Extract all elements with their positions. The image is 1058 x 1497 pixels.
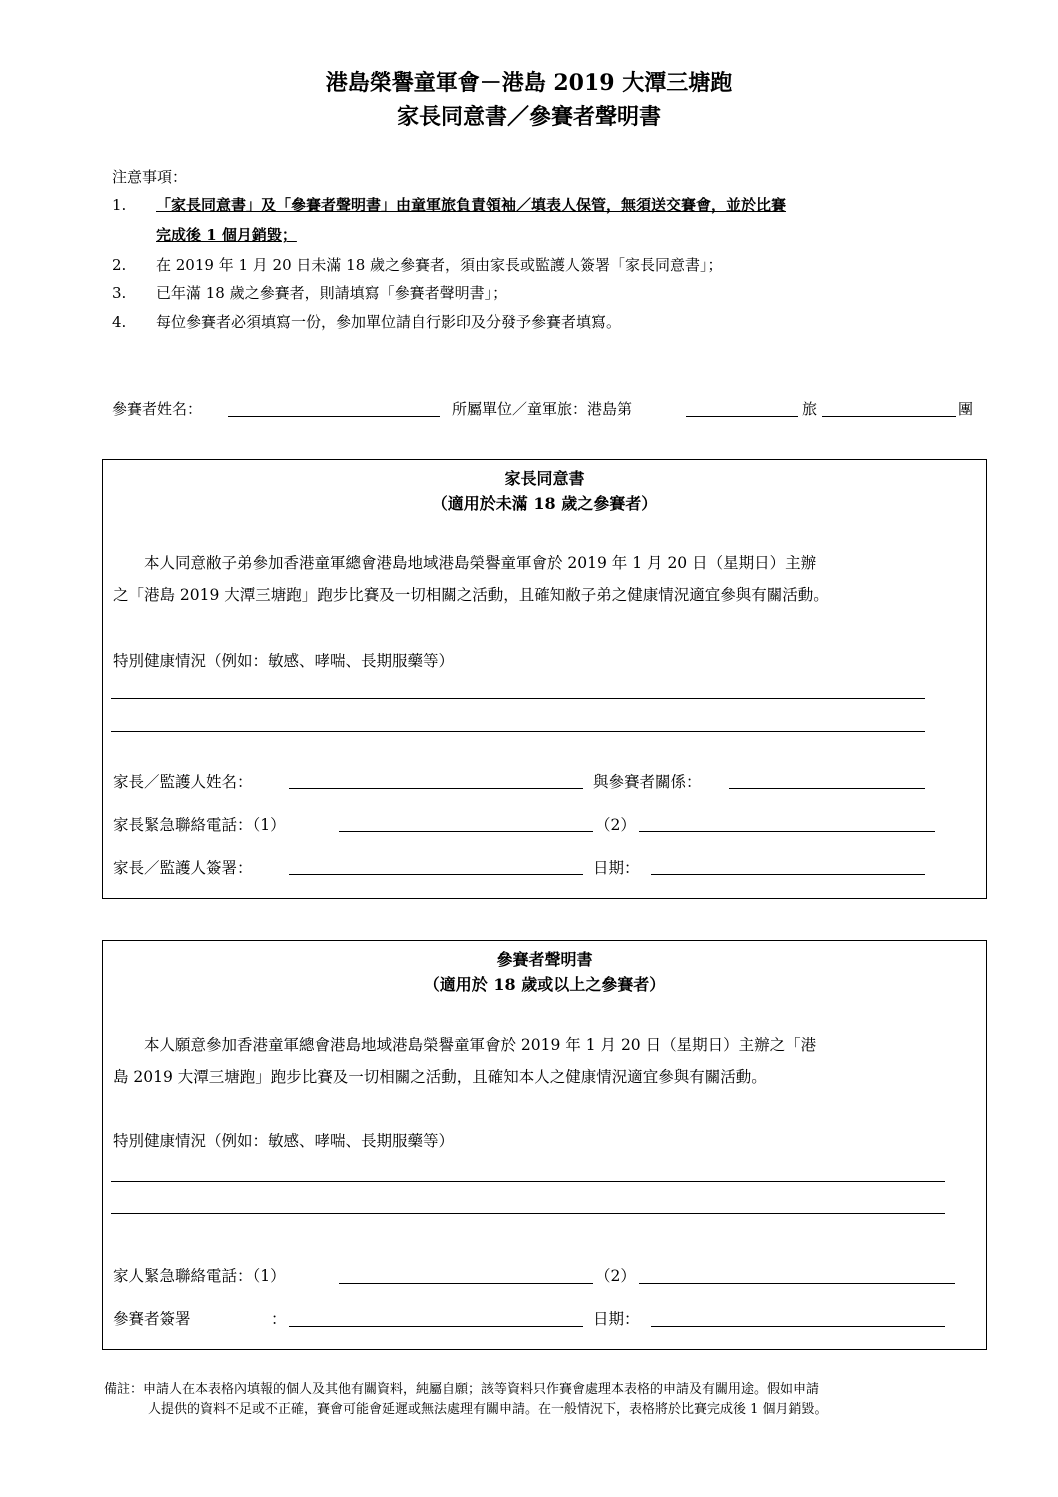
- participant-declaration-section: [102, 940, 987, 1350]
- signature-colon: ：: [271, 1310, 287, 1328]
- declaration-paragraph-line: 島 2019 大潭三塘跑」跑步比賽及一切相關之活動，且確知本人之健康情況適宜參與有關活動。: [113, 1068, 767, 1086]
- emergency-phone-2-field[interactable]: [639, 831, 935, 832]
- troop-number-field[interactable]: [686, 416, 798, 417]
- note-text: 每位參賽者必須填寫一份，參加單位請自行影印及分發予參賽者填寫。: [156, 313, 622, 331]
- note-number: 2.: [112, 256, 127, 274]
- participant-name-label: 參賽者姓名：: [112, 400, 203, 418]
- health-field-line[interactable]: [111, 1181, 945, 1182]
- emergency-phone-2-label: （2）: [595, 816, 636, 834]
- note-text: 「家長同意書」及「參賽者聲明書」由童軍旅負責領袖／填表人保管，無須送交賽會，並於比賽: [156, 196, 787, 214]
- note-number: 3.: [112, 284, 127, 302]
- emergency-phone-label: 家長緊急聯絡電話：（1）: [113, 816, 286, 834]
- date-field[interactable]: [651, 1326, 945, 1327]
- footer-remark-line: 備註：申請人在本表格內填報的個人及其他有關資料，純屬自願；該等資料只作賽會處理本表格的申請及有關用途。假如申請: [104, 1382, 820, 1397]
- note-item: [112, 194, 786, 215]
- emergency-phone-1-field[interactable]: [339, 1283, 593, 1284]
- group-field[interactable]: [822, 416, 956, 417]
- note-text: 完成後 1 個月銷毀；: [156, 226, 297, 244]
- date-label: 日期：: [593, 859, 640, 877]
- participant-name-field[interactable]: [228, 416, 440, 417]
- health-field-line[interactable]: [111, 731, 925, 732]
- guardian-name-label: 家長／監護人姓名：: [113, 773, 253, 791]
- parent-consent-subtitle: （適用於未滿 18 歲之參賽者）: [431, 494, 658, 513]
- date-field[interactable]: [651, 874, 925, 875]
- page-subtitle: 家長同意書／參賽者聲明書: [396, 104, 661, 130]
- parent-consent-title: 家長同意書: [504, 469, 585, 488]
- note-text: 在 2019 年 1 月 20 日未滿 18 歲之參賽者，須由家長或監護人簽署「家長同意書」；: [156, 256, 723, 274]
- page-title: 港島榮譽童軍會－港島 2019 大潭三塘跑: [325, 70, 733, 96]
- troop-label: 旅: [802, 400, 818, 418]
- emergency-phone-2-label: （2）: [595, 1267, 636, 1285]
- guardian-signature-label: 家長／監護人簽署：: [113, 859, 253, 877]
- guardian-signature-field[interactable]: [289, 874, 583, 875]
- health-label: 特別健康情況（例如：敏感、哮喘、長期服藥等）: [113, 1132, 455, 1150]
- note-item: [112, 282, 507, 303]
- note-item-continued: [156, 224, 297, 245]
- note-item: [112, 311, 621, 332]
- consent-paragraph-line: 之「港島 2019 大潭三塘跑」跑步比賽及一切相關之活動，且確知敝子弟之健康情況適宜參與有關活動。: [113, 586, 829, 604]
- guardian-name-field[interactable]: [289, 788, 583, 789]
- emergency-phone-1-field[interactable]: [339, 831, 593, 832]
- participant-signature-label: 參賽者簽署: [113, 1310, 191, 1328]
- declaration-paragraph-line: 本人願意參加香港童軍總會港島地域港島榮譽童軍會於 2019 年 1 月 20 日（星期日）主辦之「港: [113, 1036, 817, 1054]
- health-label: 特別健康情況（例如：敏感、哮喘、長期服藥等）: [113, 652, 455, 670]
- parent-consent-section: [102, 459, 987, 899]
- declaration-subtitle: （適用於 18 歲或以上之參賽者）: [423, 975, 666, 994]
- emergency-phone-2-field[interactable]: [639, 1283, 955, 1284]
- unit-label: 所屬單位／童軍旅：港島第: [452, 400, 633, 418]
- participant-signature-field[interactable]: [289, 1326, 583, 1327]
- relation-label: 與參賽者關係：: [593, 773, 702, 791]
- footer-remark-line: 人提供的資料不足或不正確，賽會可能會延遲或無法處理有關申請。在一般情況下，表格將於比賽完成後 1 個月銷毀。: [148, 1402, 828, 1417]
- note-number: 4.: [112, 313, 127, 331]
- health-field-line[interactable]: [111, 1213, 945, 1214]
- note-item: [112, 254, 723, 275]
- relation-field[interactable]: [729, 788, 925, 789]
- family-emergency-phone-label: 家人緊急聯絡電話：（1）: [113, 1267, 286, 1285]
- declaration-title: 參賽者聲明書: [496, 950, 593, 969]
- notes-heading: 注意事項：: [112, 168, 188, 186]
- date-label: 日期：: [593, 1310, 640, 1328]
- health-field-line[interactable]: [111, 698, 925, 699]
- note-text: 已年滿 18 歲之參賽者，則請填寫「參賽者聲明書」；: [156, 284, 508, 302]
- note-number: 1.: [112, 196, 127, 214]
- group-label: 團: [958, 400, 974, 418]
- consent-paragraph-line: 本人同意敝子弟參加香港童軍總會港島地域港島榮譽童軍會於 2019 年 1 月 20 日（星期日）主辦: [113, 554, 817, 572]
